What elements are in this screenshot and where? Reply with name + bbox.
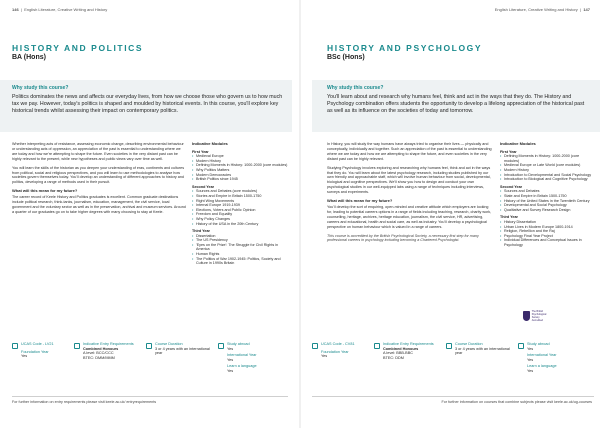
fact-ucas: UCAS Code - LV21 Foundation Year Yes	[12, 342, 74, 386]
module-item: • 'Eyes on the Prize': The Struggle for Civil Rights in America	[192, 243, 288, 252]
footer-rule	[12, 396, 288, 397]
module-item: • Qualitative and Survey Research Design	[500, 208, 594, 213]
year-heading: Second Year	[192, 184, 215, 189]
future-heading: What will this mean for my future?	[327, 198, 393, 204]
module-item: • Internal Europe 1919-1939	[192, 203, 288, 208]
year-heading: First Year	[500, 149, 517, 154]
module-item: • History Dissertation	[500, 220, 594, 225]
globe-icon	[518, 343, 524, 349]
fact-entry: Indicative Entry Requirements Combined Honours A level: BCC/CCC BTEC: DMM/MMM	[74, 342, 146, 386]
fact-study-abroad: Study abroad Yes International Year Yes Learn a language Yes	[518, 342, 590, 386]
course-title: HISTORY AND PSYCHOLOGY	[327, 43, 483, 53]
module-item: • Modern History	[500, 168, 594, 173]
fact-entry: Indicative Entry Requirements Combined Honours A level: BBB-BBC BTEC: DDM	[374, 342, 446, 386]
module-item: • Why Policy Changes	[192, 217, 288, 222]
module-item: • Medieval Europe or Late World (core modules)	[500, 163, 594, 168]
body-paragraph: Studying Psychology involves exploring and researching why humans feel, think and act in the ways that they do. You will learn about the latest psychology research, including studies published by our own friendly and approachable staff, which will involve human behaviour from social, developmental, biological and cognitive perspectives. We'll show you how to design and conduct your own psychological studies in our well-equipped labs using a range of techniques including interviews, surveys and experiments.	[327, 165, 491, 195]
page-number: 147	[583, 7, 590, 12]
why-study-box	[0, 80, 292, 132]
module-item: • History of the United States in the Twentieth Century	[500, 199, 594, 204]
body-column	[12, 142, 186, 219]
year-heading: Second Year	[500, 184, 523, 189]
module-item: • Psychology Final Year Project	[500, 234, 594, 239]
future-text: The career record of Keele History and Politics graduates is excellent. Common graduate destinations include political research, think-tanks, journalism, education, management, the civil service, local government and the voluntary sector as well as in the preservation, archival and museum services. Around a quarter of our graduates go on to take higher degrees with many choosing to stay at Keele.	[12, 195, 186, 214]
course-title: HISTORY AND POLITICS	[12, 43, 144, 53]
module-item: • Freedom and Equality	[192, 212, 288, 217]
degree-type: BSc (Hons)	[327, 54, 365, 61]
body-paragraph: In History, you will study the way humans have always tried to organise their lives — physically and conceptually, individually and together. Such an appreciation of the past is essential to understanding where we are today and how we are attempting to shape the future, and even societies in the very distant past can be highly relevant.	[327, 142, 492, 161]
ucas-icon	[312, 343, 318, 349]
modules-column	[500, 142, 594, 247]
why-study-text: Politics dominates the news and affects our everyday lives, from how we choose those who govern us to how much tax we pay. However, today's politics is shaped and moulded by historical events. In this course, you'll explore key historical trends whilst assessing their impact on contemporary politics.	[12, 94, 283, 114]
ucas-icon	[12, 343, 18, 349]
year-heading: First Year	[192, 149, 209, 154]
fact-ucas: UCAS Code - CV81 Foundation Year Yes	[312, 342, 374, 386]
module-item: • Defining Moments in History: 1000-2000 (core modules)	[192, 163, 288, 168]
year-block	[500, 185, 594, 213]
why-study-heading: Why study this course?	[327, 85, 384, 91]
body-column	[327, 142, 493, 247]
entry-requirements-icon	[374, 343, 380, 349]
year-block	[192, 185, 288, 226]
fact-study-abroad: Study abroad Yes International Year Yes Learn a language Yes	[218, 342, 290, 386]
module-item: • History of the USA in the 20th Century	[192, 222, 288, 227]
modules-heading: Indicative Modules	[192, 141, 228, 146]
course-facts	[312, 342, 594, 386]
section-name: English Literature, Creative Writing and History	[24, 7, 108, 12]
year-heading: Third Year	[192, 229, 210, 234]
module-item: • Right Wing Movements	[192, 199, 288, 204]
module-item: • Developmental and Social Psychology	[500, 203, 594, 208]
module-item: • The US Presidency	[192, 238, 288, 243]
course-facts	[12, 342, 292, 386]
future-heading: What will this mean for my future?	[12, 188, 78, 194]
duration-icon	[446, 343, 452, 349]
bps-accreditation-logo	[523, 305, 551, 327]
body-paragraph: Whether interpreting acts of resistance, assessing economic change, describing environmental behaviour or understanding acts of oppression, an appreciation of the past is essential to understanding where we are today and how we're attempting to shape the future. Even societies in the very distant past can be highly relevant to the present, while new hypotheses and public views vary over time as well.	[12, 142, 184, 161]
why-study-text: You'll learn about and research why humans feel, think and act in the ways that they do. The History and Psychology combination offers students the opportunity to develop a lifelong appreciation of the historical past as well as its influence on the societies of today and tomorrow.	[327, 94, 585, 114]
duration-icon	[146, 343, 152, 349]
module-item: • British Politics since 1945	[192, 177, 288, 182]
year-heading: Third Year	[500, 215, 518, 220]
footer-note: For further information on courses that combine subjects please visit keele.ac.uk/ug-courses	[441, 400, 592, 404]
bps-crest-icon	[523, 311, 530, 321]
fact-duration: Course Duration 3 or 4 years with an international year	[446, 342, 518, 386]
section-name: English Literature, Creative Writing and History	[494, 7, 578, 12]
page-number: 146	[12, 7, 19, 12]
module-item: • Medieval Europe	[192, 154, 288, 159]
future-text: You'll develop the sort of enquiring, open-minded and creative attitude which employers are looking for, leading to potential careers options in a range of fields including teaching, research, charity work, counselling, heritage, archives, heritage education, journalism, the civil service, HR, advertising, careers and educational, health and social care, as well as industry. You'll develop a psychological perspective on human behaviour which is valued in a range of careers.	[327, 204, 492, 229]
year-block	[192, 229, 288, 266]
year-block	[500, 215, 594, 247]
running-header: 146 | English Literature, Creative Writing and History	[12, 7, 108, 12]
why-study-box	[312, 80, 600, 132]
footer-note: For further information on entry requirements please visit keele.ac.uk/ entryrequirements	[12, 400, 157, 404]
module-item: • Urban Lives in Modern Europe 1800-1914	[500, 225, 594, 230]
module-item: • Introduction to Biological and Cognitive Psychology	[500, 177, 594, 182]
module-item: • Human Rights	[192, 252, 288, 257]
accreditation-note: This course is accredited by the British Psychological Society, a necessary first step for many professional careers in psychology including becoming a Chartered Psychologist.	[327, 233, 479, 243]
module-item: • State and Empire in Britain 1500-1750	[500, 194, 594, 199]
module-item: • Modern History	[192, 159, 288, 164]
module-item: • Introduction to Developmental and Social Psychology	[500, 173, 594, 178]
modules-heading: Indicative Modules	[500, 141, 536, 146]
entry-requirements-icon	[74, 343, 80, 349]
module-item: • Modern Democracies	[192, 173, 288, 178]
modules-column	[192, 142, 288, 266]
globe-icon	[218, 343, 224, 349]
degree-type: BA (Hons)	[12, 54, 46, 61]
module-item: • The Politics of War 1902-1945: Politics, Society and Culture in 1990s Britain	[192, 257, 288, 266]
module-item: • Elections, Voters and Public Opinion	[192, 208, 288, 213]
module-item: • Why Politics Matters	[192, 168, 288, 173]
footer-rule	[312, 396, 594, 397]
module-item: • Individual Differences and Conceptual Issues in Psychology	[500, 238, 594, 247]
module-item: • Defining Moments in History: 1000-2000 (core modules)	[500, 154, 594, 163]
module-item: • Dissertation	[192, 234, 288, 239]
module-item: • Sources and Debates	[500, 189, 594, 194]
year-block	[192, 150, 288, 182]
year-block	[500, 150, 594, 182]
why-study-heading: Why study this course?	[12, 85, 69, 91]
right-page	[300, 0, 600, 428]
running-header: English Literature, Creative Writing and History | 147	[494, 7, 590, 12]
module-item: • Religion, Rebellion and the Raj	[500, 229, 594, 234]
bps-logo-text: The British Psychological Society Accredited	[531, 310, 547, 322]
body-paragraph: You will learn the skills of the historian as you deepen your understanding of eras, continents and cultures from political, social and religious perspectives, and you will learn to use methodologies to analyse how societies govern themselves today. You'll develop an understanding of different approaches to history and politics, developing a range of methods used in their pursuit.	[12, 165, 185, 185]
fact-duration: Course Duration 3 or 4 years with an international year	[146, 342, 218, 386]
module-item: • Stories and Empire in Britain 1500-1750	[192, 194, 288, 199]
module-item: • Sources and Debates (core modules)	[192, 189, 288, 194]
